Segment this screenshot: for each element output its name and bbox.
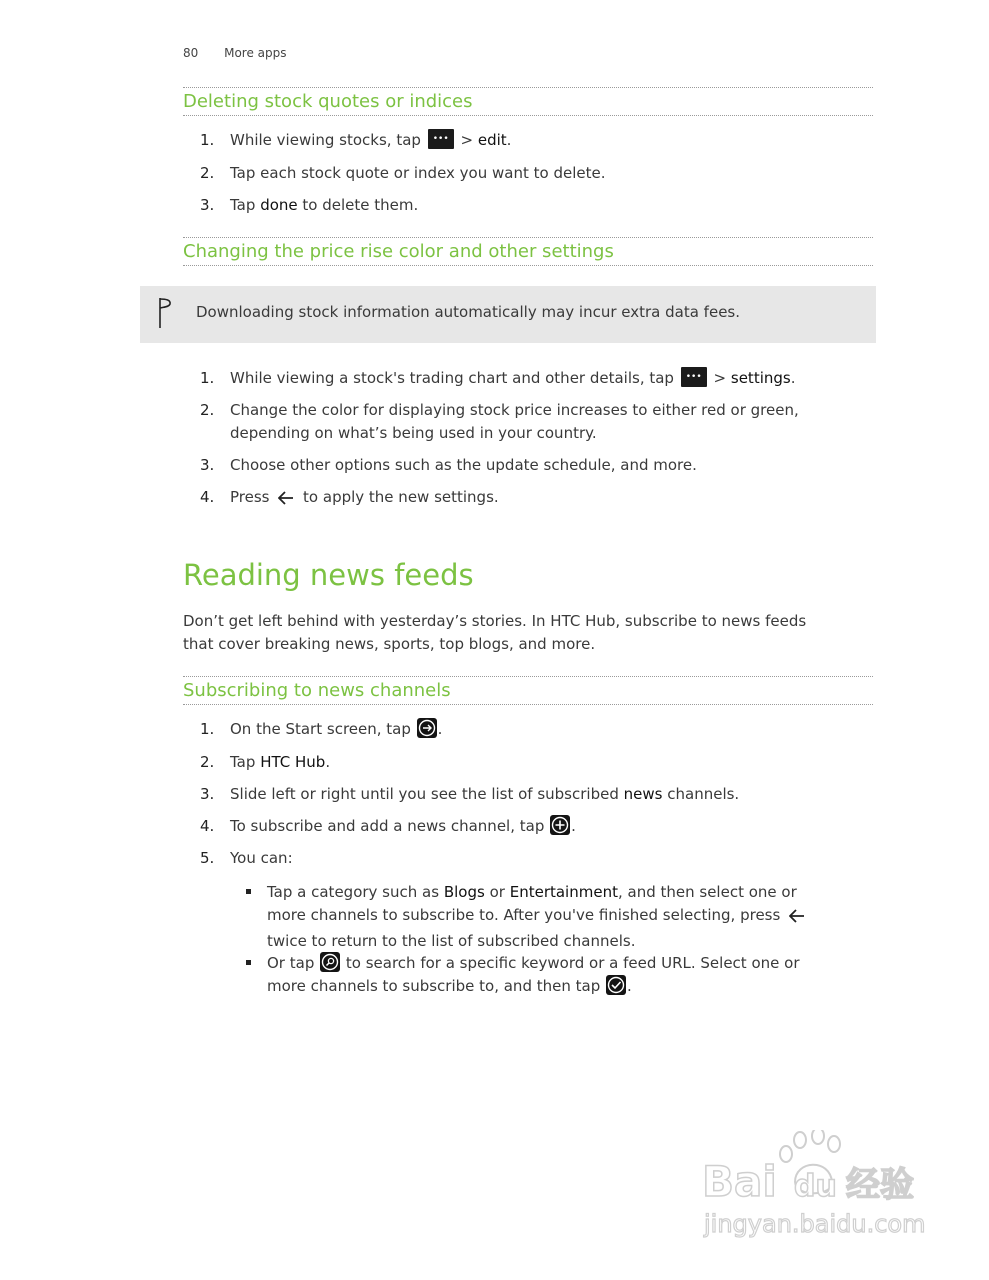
step-sub-2: 2. Tap HTC Hub. — [200, 753, 331, 771]
checkmark-circle-icon — [606, 975, 626, 995]
note-box — [140, 286, 876, 343]
bullet-square — [246, 960, 251, 965]
bullet-search: Or tap to search for a specific keyword or a feed URL. Select one or more channels to subscribe to, and then tap . — [246, 952, 846, 998]
intro-paragraph: Don’t get left behind with yesterday’s stories. In HTC Hub, subscribe to news feeds that cover breaking news, sports, top blogs, and more. — [183, 612, 807, 653]
running-header — [183, 46, 287, 60]
subheading-changing: Changing the price rise color and other settings — [183, 237, 873, 266]
bullet-square — [246, 889, 251, 894]
back-arrow-icon — [278, 489, 294, 512]
subheading-deleting: Deleting stock quotes or indices — [183, 87, 873, 116]
step-sub-4: 4. To subscribe and add a news channel, tap . — [200, 817, 576, 835]
watermark-cn: 经验 — [846, 1165, 914, 1205]
page-number: 80 — [183, 46, 199, 60]
note-text: Downloading stock information automatically may incur extra data fees. — [196, 303, 741, 321]
step-sub-1: 1. On the Start screen, tap . — [200, 720, 443, 738]
back-arrow-icon — [789, 907, 805, 930]
step-change-1: 1. While viewing a stock's trading chart and other details, tap ••• > settings. — [200, 367, 850, 390]
step-change-2: 2. Change the color for displaying stock price increases to either red or green, depending on what’s being used in your country. — [200, 401, 799, 442]
step-sub-5: 5. You can: — [200, 849, 293, 867]
watermark-url: jingyan.baidu.com — [704, 1210, 926, 1238]
header-section: More apps — [224, 46, 287, 60]
step-change-4: 4. Press to apply the new settings. — [200, 486, 850, 512]
more-options-icon — [681, 367, 707, 387]
baidu-watermark — [700, 1130, 940, 1254]
watermark-brand2: du — [794, 1169, 837, 1204]
flag-icon — [155, 296, 177, 334]
step-delete-2: 2. Tap each stock quote or index you want to delete. — [200, 164, 606, 182]
step-sub-3: 3. Slide left or right until you see the list of subscribed news channels. — [200, 785, 740, 803]
arrow-right-circle-icon — [417, 718, 437, 738]
step-delete-3: 3. Tap done to delete them. — [200, 196, 419, 214]
more-options-icon — [428, 129, 454, 149]
plus-circle-icon — [550, 815, 570, 835]
subheading-subscribing: Subscribing to news channels — [183, 676, 873, 705]
step-change-3: 3. Choose other options such as the update schedule, and more. — [200, 456, 697, 474]
bullet-category: Tap a category such as Blogs or Entertainment, and then select one or more channels to subscribe to. After you've finished selecting, press twice to return to the list of subscribed channels. — [246, 881, 846, 953]
step-delete-1: 1. While viewing stocks, tap ••• > edit. — [200, 129, 850, 152]
heading-reading-news-feeds: Reading news feeds — [183, 558, 474, 592]
search-icon — [320, 952, 340, 972]
watermark-brand: Bai — [702, 1157, 777, 1206]
